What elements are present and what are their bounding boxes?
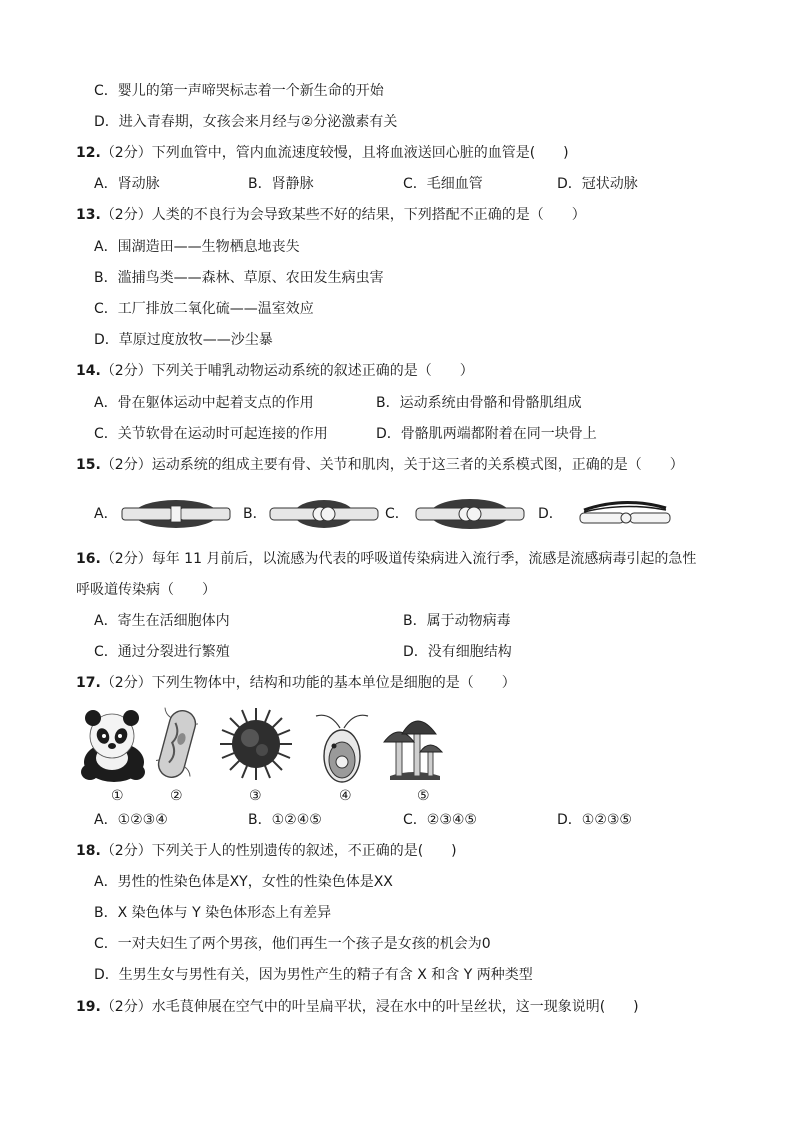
q14-option-c: C．关节软骨在运动时可起连接的作用 (94, 426, 328, 442)
q18-option-a: A．男性的性染色体是XY，女性的性染色体是XX (94, 874, 393, 890)
q15-option-a: A． (94, 506, 118, 522)
q17-text: （2分）下列生物体中，结构和功能的基本单位是细胞的是（ ） (100, 675, 516, 691)
q12-text: （2分）下列血管中，管内血流速度较慢，且将血液送回心脏的血管是( ) (100, 145, 569, 161)
q13-text: （2分）人类的不良行为会导致某些不好的结果，下列搭配不正确的是（ ） (100, 207, 586, 223)
q16-option-b: B．属于动物病毒 (403, 613, 511, 629)
q12-option-d: D．冠状动脉 (557, 176, 638, 192)
bacterium-icon (156, 704, 198, 784)
organism-label-4: ④ (339, 788, 352, 804)
q18-text: （2分）下列关于人的性别遗传的叙述，不正确的是( ) (100, 843, 457, 859)
q13-option-a: A．围湖造田——生物栖息地丧失 (94, 239, 300, 255)
q18-option-d: D．生男生女与男性有关，因为男性产生的精子有含 X 和含 Y 两种类型 (94, 967, 533, 983)
q15-text: （2分）运动系统的组成主要有骨、关节和肌肉，关于这三者的关系模式图，正确的是（ ） (100, 457, 684, 473)
q14-option-b: B．运动系统由骨骼和骨骼肌组成 (376, 395, 582, 411)
q16-option-c: C．通过分裂进行繁殖 (94, 644, 230, 660)
virus-icon (216, 706, 296, 782)
q15-option-b: B． (243, 506, 267, 522)
q19-stem (76, 998, 639, 1016)
q17-number: 17. (76, 675, 101, 691)
q14-option-a: A．骨在躯体运动中起着支点的作用 (94, 395, 314, 411)
q13-stem (76, 206, 586, 224)
q19-text: （2分）水毛茛伸展在空气中的叶呈扁平状，浸在水中的叶呈丝状，这一现象说明( ) (100, 999, 639, 1015)
q15-stem (76, 456, 684, 474)
q18-option-c: C．一对夫妇生了两个男孩，他们再生一个孩子是女孩的机会为0 (94, 936, 491, 952)
mushroom-icon (382, 706, 446, 782)
q16-stem-cont: 呼吸道传染病（ ） (76, 582, 216, 598)
q14-stem (76, 362, 474, 380)
organism-label-5: ⑤ (417, 788, 430, 804)
q14-text: （2分）下列关于哺乳动物运动系统的叙述正确的是（ ） (100, 363, 474, 379)
q12-stem (76, 144, 569, 162)
q17-option-b: B．①②④⑤ (248, 812, 322, 828)
q16-option-a: A．寄生在活细胞体内 (94, 613, 230, 629)
joint-diagram-d (574, 496, 674, 532)
q12-number: 12. (76, 145, 101, 161)
q11-option-d: D．进入青春期，女孩会来月经与②分泌激素有关 (94, 114, 398, 130)
q15-number: 15. (76, 457, 101, 473)
joint-diagram-c (414, 496, 526, 532)
q16-option-d: D．没有细胞结构 (403, 644, 512, 660)
q19-number: 19. (76, 999, 101, 1015)
q16-number: 16. (76, 551, 101, 567)
q13-option-b: B．滥捕鸟类——森林、草原、农田发生病虫害 (94, 270, 384, 286)
q18-option-b: B．X 染色体与 Y 染色体形态上有差异 (94, 905, 332, 921)
organism-label-1: ① (111, 788, 124, 804)
q11-option-c: C．婴儿的第一声啼哭标志着一个新生命的开始 (94, 83, 384, 99)
q17-option-c: C．②③④⑤ (403, 812, 477, 828)
q16-text: （2分）每年 11 月前后，以流感为代表的呼吸道传染病进入流行季，流感是流感病毒引起的急性 (100, 551, 697, 567)
q18-stem (76, 842, 457, 860)
joint-diagram-a (120, 496, 232, 532)
q17-option-a: A．①②③④ (94, 812, 168, 828)
q14-option-d: D．骨骼肌两端都附着在同一块骨上 (376, 426, 597, 442)
organism-label-2: ② (170, 788, 183, 804)
organism-label-3: ③ (249, 788, 262, 804)
q15-option-c: C． (385, 506, 409, 522)
q18-number: 18. (76, 843, 101, 859)
q12-option-a: A．肾动脉 (94, 176, 160, 192)
joint-diagram-b (268, 496, 380, 532)
q17-option-d: D．①②③⑤ (557, 812, 632, 828)
chlamydomonas-icon (310, 708, 374, 784)
q17-stem (76, 674, 516, 692)
q14-number: 14. (76, 363, 101, 379)
q13-number: 13. (76, 207, 101, 223)
q13-option-c: C．工厂排放二氧化硫——温室效应 (94, 301, 314, 317)
panda-icon (78, 706, 148, 782)
q13-option-d: D．草原过度放牧——沙尘暴 (94, 332, 273, 348)
q16-stem (76, 550, 696, 568)
q12-option-b: B．肾静脉 (248, 176, 314, 192)
q12-option-c: C．毛细血管 (403, 176, 483, 192)
q15-option-d: D． (538, 506, 563, 522)
